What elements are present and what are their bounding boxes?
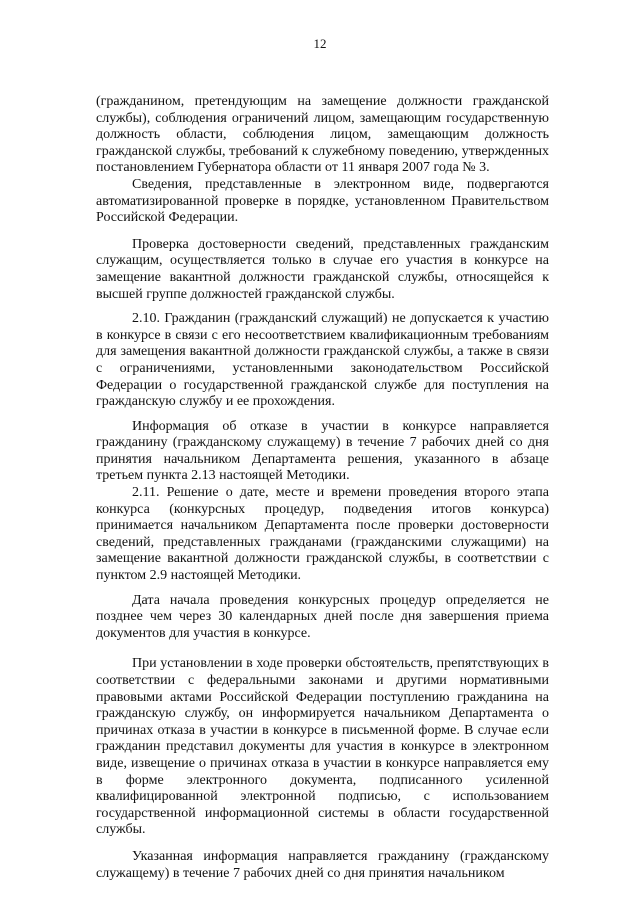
paragraph-refusal-notice: Информация об отказе в участии в конкурсе направляется гражданину (гражданскому служащему) в течение 7 рабочих дней со дня принятия начальником Департамента решения, указанного в абзаце третьем пункта 2.13 настоящей Методики. bbox=[96, 418, 549, 484]
paragraph-continuation: (гражданином, претендующим на замещение должности гражданской службы), соблюдения ограничений лицом, замещающим государственную должность области, соблюдения лицом, замещающим должность гражданской службы, требований к служебному поведению, утвержденных постановлением Губернатора области от 11 января 2007 года № 3. bbox=[96, 94, 549, 176]
paragraph-start-date: Дата начала проведения конкурсных процедур определяется не позднее чем через 30 календарных дней после дня завершения приема документов для участия в конкурсе. bbox=[96, 592, 549, 641]
document-body bbox=[96, 94, 549, 882]
page-number: 12 bbox=[313, 36, 327, 51]
paragraph-verification-scope: Проверка достоверности сведений, представленных гражданским служащим, осуществляется только в случае его участия в конкурсе на замещение вакантной должности гражданской службы, относящейся к высшей группе должностей гражданской службы. bbox=[96, 236, 549, 302]
paragraph-electronic-verification: Сведения, представленные в электронном виде, подвергаются автоматизированной проверке в порядке, установленном Правительством Российской Федерации. bbox=[96, 176, 549, 226]
paragraph-information-sent: Указанная информация направляется гражданину (гражданскому служащему) в течение 7 рабочих дней со дня принятия начальником bbox=[96, 848, 549, 881]
paragraph-2-10: 2.10. Гражданин (гражданский служащий) не допускается к участию в конкурсе в связи с его несоответствием квалификационным требованиям для замещения вакантной должности гражданской службы, а также в связи с ограничениями, установленными законодательством Российской Федерации о государственной гражданской службе для поступления на гражданскую службу и ее прохождения. bbox=[96, 311, 549, 410]
paragraph-2-11: 2.11. Решение о дате, месте и времени проведения второго этапа конкурса (конкурсных процедур, подведения итогов конкурса) принимается начальником Департамента после проверки достоверности сведений, представленных гражданами (гражданскими служащими) на замещение вакантной должности гражданской службы, в соответствии с пунктом 2.9 настоящей Методики. bbox=[96, 485, 549, 584]
paragraph-circumstances: При установлении в ходе проверки обстоятельств, препятствующих в соответствии с федеральными законами и другими нормативными правовыми актами Российской Федерации поступлению гражданина на гражданскую службу, он информируется начальником Департамента о причинах отказа в участии в конкурсе в письменной форме. В случае если гражданин представил документы для участия в конкурсе в электронном виде, извещение о причинах отказа в участии в конкурсе направляется ему в форме электронного документа, подписанного усиленной квалифицированной электронной подписью, с использованием государственной информационной системы в области государственной службы. bbox=[96, 656, 549, 838]
